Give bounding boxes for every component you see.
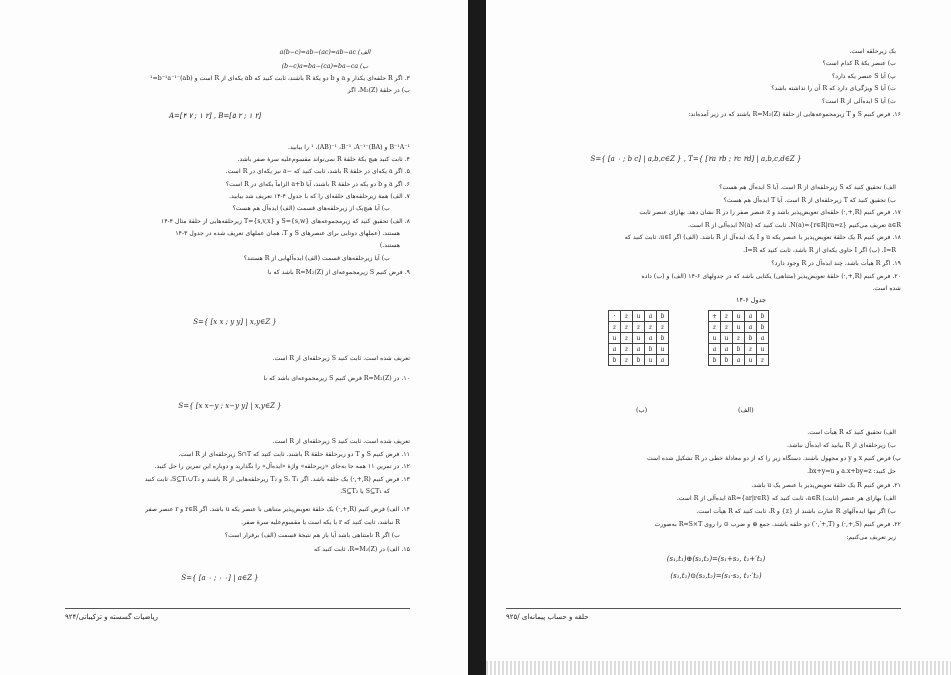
table-header-cell: +: [709, 311, 721, 322]
text-line: ۲۱. فرض کنیم R یک حلقهٔ تعویض‌پذیر با عنصر یک u باشد.: [751, 482, 901, 489]
table-header-cell: b: [609, 355, 621, 366]
table-header-cell: b: [757, 311, 769, 322]
text-line: ب) اگر R نامتناهی باشد آیا باز هم نتیجهٔ قسمت (الف) برقرار است؟: [224, 532, 400, 539]
table-cell: a: [757, 333, 769, 344]
text-line: ۱۹. اگر R هیأت باشد، چند ایده‌آل در R وجود دارد؟: [771, 260, 901, 267]
table-row: [709, 311, 769, 322]
text-line: ۱۴. الف) فرض کنیم (R,+,·) یک حلقهٔ تعویض‌پذیر متناهی با عنصر یکه u باشد. اگر r∈R و r عنصر صفر: [145, 506, 410, 513]
table-cell: z: [645, 322, 657, 333]
table-b: [608, 310, 669, 366]
text-line: ب) اگر تنها ایده‌آلهای R عبارت باشند از {z} و R، ثابت کنید که R هیأت است.: [696, 508, 896, 515]
matrix-line: S={ [x x−y ; x−y y] | x,y∈Z }: [178, 402, 282, 410]
table-cell: a: [657, 355, 669, 366]
text-line: R نباشد، ثابت کنید که r یا یکه است یا مقسوم‌علیه سرهٔ صفر.: [241, 519, 400, 526]
matrix-line: S={ [a ۰ ; ۰ ۰] | a∈Z }: [181, 574, 259, 582]
text-line: شده است.: [872, 285, 901, 292]
text-line: ۸. الف) تحقیق کنید که زیرمجموعه‌های S={s,w} و T={s,v,x} زیرحلقه‌هایی از حلقهٔ مثال ۴-۱۴: [161, 218, 410, 225]
text-line: ۹. فرض کنیم S زیرمجموعه‌ای از R=M₂(Z) باشد که با: [267, 269, 410, 276]
table-header-cell: z: [609, 322, 621, 333]
table-cell: b: [645, 344, 657, 355]
text-line: ۱۷. فرض کنیم (R,+,·) حلقه‌ای تعویض‌پذیر باشد و z عنصر صفر را در R نشان دهد. بهازای عنصر ثابت: [639, 209, 901, 216]
left-page: [0, 0, 468, 675]
text-line: تعریف شده است. ثابت کنید S زیرحلقه‌ای از R است.: [272, 438, 410, 445]
table-cell: b: [633, 355, 645, 366]
table-cell: a: [721, 344, 733, 355]
table-cell: z: [757, 355, 769, 366]
table-a-caption: (الف): [738, 406, 754, 414]
table-row: [609, 344, 669, 355]
table-cell: u: [745, 355, 757, 366]
text-line: تعریف شده است. ثابت کنید S زیرحلقه‌ای از R است.: [272, 355, 410, 362]
table-header-cell: a: [609, 344, 621, 355]
text-line: ۱۲. در تمرین ۱۱ همه جا به‌جای «زیرحلقه» واژهٔ «ایده‌آل» را بگذارید و دوباره این تمرین را حل کنید.: [154, 463, 410, 470]
table-header-cell: a: [645, 311, 657, 322]
text-line: ب) زیرحلقه‌ای از R بیابید که ایده‌آل نباشد.: [787, 442, 896, 449]
text-line: ب) عنصر یکهٔ R کدام است؟: [822, 60, 896, 67]
text-line: ۱۸. فرض کنیم R یک حلقهٔ تعویض‌پذیر با عنصر یکه u و I یک ایده‌آل از R باشد. (الف) اگر u∈I، ثابت کنید که: [624, 234, 901, 241]
text-line: (b−c)a=ba−(ca)=ba−ca (ب: [281, 63, 369, 70]
text-line: ۱۱. فرض کنیم S و T دو زیرحلقهٔ حلقهٔ R باشند. ثابت کنید که S∩T زیرحلقه‌ای از R است.: [178, 451, 410, 458]
text-line: الف) بهازای هر عنصر (ثابت) a∈R، ثابت کنید که aR={ar|r∈R} ایده‌آلی از R است.: [676, 495, 896, 502]
table-cell: a: [733, 355, 745, 366]
table-header-cell: ·: [609, 311, 621, 322]
text-line: ۱۰. در R=M₂(Z) فرض کنیم S زیرمجموعه‌ای باشد که با: [263, 375, 410, 382]
text-line: ۳. اگر R حلقه‌ای یکدار و a و b دو یکهٔ R باشند، ثابت کنید که ab یکه‌ای از R است و (ab)⁻¹=b⁻¹a⁻¹: [150, 75, 410, 82]
text-line: a(b−c)=ab−(ac)=ab−ac (الف: [279, 49, 371, 56]
text-line: ۱۵. الف) در R=M₂(Z)، ثابت کنید که: [314, 546, 410, 553]
table-cell: z: [657, 322, 669, 333]
text-line: ت) آیا S ویژگی‌ای دارد که R آن را نداشته باشد؟: [771, 85, 896, 92]
table-title: جدول ۶-۱۴: [736, 296, 767, 304]
table-header-cell: b: [657, 311, 669, 322]
table-cell: b: [733, 344, 745, 355]
text-line: زیر تعریف می‌کنیم:: [846, 534, 896, 541]
table-cell: u: [733, 322, 745, 333]
book-gutter: [468, 0, 486, 675]
table-header-cell: a: [709, 344, 721, 355]
formula-line: (s₁,t₁)⊕(s₂,t₂)=(s₁+s₂, t₁+′t₂): [666, 555, 766, 563]
table-cell: b: [757, 322, 769, 333]
text-line: a∈R تعریف می‌کنیم N(a)={r∈R|ra=z}. ثابت کنید که N(a) ایده‌آلی از R است.: [687, 222, 901, 229]
page-footer: حلقه و حساب پیمانه‌ای /۹۲۵: [506, 613, 589, 621]
text-line: ۱۳. فرض کنیم (R,+,·) یک حلقه باشد. اگر S، T₁ و T₂ زیرحلقه‌هایی از R باشند و S⊆T₁∪T₂، ثابت کنید: [144, 476, 410, 483]
table-row: [609, 333, 669, 344]
table-row: [709, 322, 769, 333]
table-row: [709, 344, 769, 355]
table-cell: b: [657, 333, 669, 344]
table-b-caption: (ب): [636, 406, 648, 414]
text-line: ث) آیا S ایده‌آلی از R است؟: [822, 98, 896, 105]
text-line: B⁻¹A⁻¹ و (BA)⁻¹ ،(AB)⁻¹ ،B⁻¹ ،A⁻¹ را بیابید.: [288, 144, 410, 151]
table-header-cell: u: [709, 333, 721, 344]
text-line: الف) تحقیق کنید که S زیرحلقه‌ای از R است. آیا S ایده‌آل هم هست؟: [719, 184, 896, 191]
right-page: [486, 0, 951, 675]
table-header-cell: z: [621, 311, 633, 322]
text-line: هستند. (عملهای دوتایی برای عنصرهای S و T، همان عملهای تعریف شده در جدول ۳-۱۴: [175, 230, 400, 237]
text-line: هستند.): [379, 242, 400, 249]
text-line: که S⊆T₁ یا S⊆T₂.: [340, 488, 390, 495]
text-line: ب) آیا هیچ‌یک از زیرحلقه‌های قسمت (الف) ایده‌آل هم هست؟: [232, 205, 390, 212]
matrix-line: A=[۴ ۷ ; ۱ ۲] , B=[۵ ۲ ; ۱ ۲]: [168, 112, 262, 120]
table-cell: b: [721, 355, 733, 366]
table-cell: u: [757, 344, 769, 355]
matrix-line: S={ [x x ; y y] | x,y∈Z }: [193, 318, 277, 326]
text-line: ۶. اگر a و b دو یکه در حلقهٔ R باشند، آیا a+b الزاماً یکه‌ای در R است؟: [225, 181, 410, 188]
table-header-cell: a: [745, 311, 757, 322]
table-cell: u: [721, 333, 733, 344]
text-line: ۴. ثابت کنید هیچ یکهٔ حلقهٔ R نمی‌تواند مقسوم‌علیه سرهٔ صفر باشد.: [237, 156, 410, 163]
text-line: ۲۲. فرض کنیم (S,+,·) و (T,+′,·′) دو حلقه باشند. جمع ⊕ و ضرب ⊙ را روی R=S×T به‌صورت: [654, 521, 901, 528]
table-header-cell: u: [733, 311, 745, 322]
text-line: پ) آیا S عنصر یکه دارد؟: [832, 73, 896, 80]
footer-rule: [506, 608, 901, 609]
table-row: [709, 355, 769, 366]
table-row: [609, 311, 669, 322]
text-line: I=R. (ب) اگر I حاوی یکه‌ای از R باشد، ثابت کنید که I=R.: [743, 247, 896, 254]
table-row: [609, 322, 669, 333]
left-page-text: [0, 0, 468, 675]
table-cell: u: [633, 333, 645, 344]
text-line: پ) فرض کنیم x و y دو مجهول باشند. دستگاه زیر را که از دو معادلهٔ خطی در R تشکیل شده است: [646, 455, 901, 462]
text-line: یک زیرحلقه است.: [849, 48, 896, 55]
table-cell: a: [645, 333, 657, 344]
table-header-cell: b: [709, 355, 721, 366]
table-row: [709, 333, 769, 344]
table-header-cell: u: [609, 333, 621, 344]
table-a: [708, 310, 769, 366]
page-edge: [486, 661, 951, 675]
table-cell: u: [657, 344, 669, 355]
table-cell: b: [745, 333, 757, 344]
table-cell: z: [721, 322, 733, 333]
text-line: ۲۰. فرض کنیم (R,+,·) حلقهٔ تعویض‌پذیر (متناهی) یکتایی باشد که در جدولهای ۶-۱۴ (الف) و (ب) داده: [641, 273, 901, 280]
text-line: ۷. الف) همهٔ زیرحلقه‌های حلقه‌ای را که با جدول ۴-۱۴ تعریف شد بیابید.: [229, 193, 410, 200]
text-line: الف) تحقیق کنید که R هیأت است.: [807, 429, 896, 436]
text-line: ب) در حلقهٔ M₂(Z)، اگر: [347, 87, 410, 94]
text-line: ۵. اگر a یکه‌ای در حلقهٔ R باشد، ثابت کنید که −a نیز یکه‌ای در R است.: [225, 168, 410, 175]
table-header-cell: z: [721, 311, 733, 322]
table-cell: z: [633, 322, 645, 333]
text-line: ب) تحقیق کنید که T زیرحلقه‌ای از R است. آیا T ایده‌آل هم هست؟: [723, 197, 896, 204]
table-cell: z: [745, 344, 757, 355]
table-cell: z: [621, 322, 633, 333]
text-line: حل کنید: a.x+by=z و bx+y=u.: [807, 468, 896, 475]
footer-rule: [65, 608, 410, 609]
table-header-cell: z: [709, 322, 721, 333]
table-cell: a: [745, 322, 757, 333]
formula-line: (s₁,t₁)⊙(s₂,t₂)=(s₁·s₂, t₁·′t₂): [670, 572, 762, 580]
table-row: [609, 355, 669, 366]
text-line: ب) آیا زیرحلقه‌های قسمت (الف) ایده‌آلهایی از R هستند؟: [243, 255, 390, 262]
table-cell: z: [621, 344, 633, 355]
matrix-line: S={ [a ۰ ; b c] | a,b,c∈Z } , T={ [۲a ۲b ; ۲c ۲d] | a,b,c,d∈Z }: [590, 155, 802, 163]
table-cell: u: [645, 355, 657, 366]
table-cell: z: [621, 355, 633, 366]
table-cell: z: [621, 333, 633, 344]
page-footer: ۹۲۴/ریاضیات گسسته و ترکیباتی: [65, 613, 158, 621]
table-header-cell: u: [633, 311, 645, 322]
table-cell: a: [633, 344, 645, 355]
table-cell: z: [733, 333, 745, 344]
text-line: ۱۶. فرض کنیم S و T زیرمجموعه‌هایی از حلقهٔ R=M₂(Z) باشند که در زیر آمده‌اند:: [688, 111, 901, 118]
